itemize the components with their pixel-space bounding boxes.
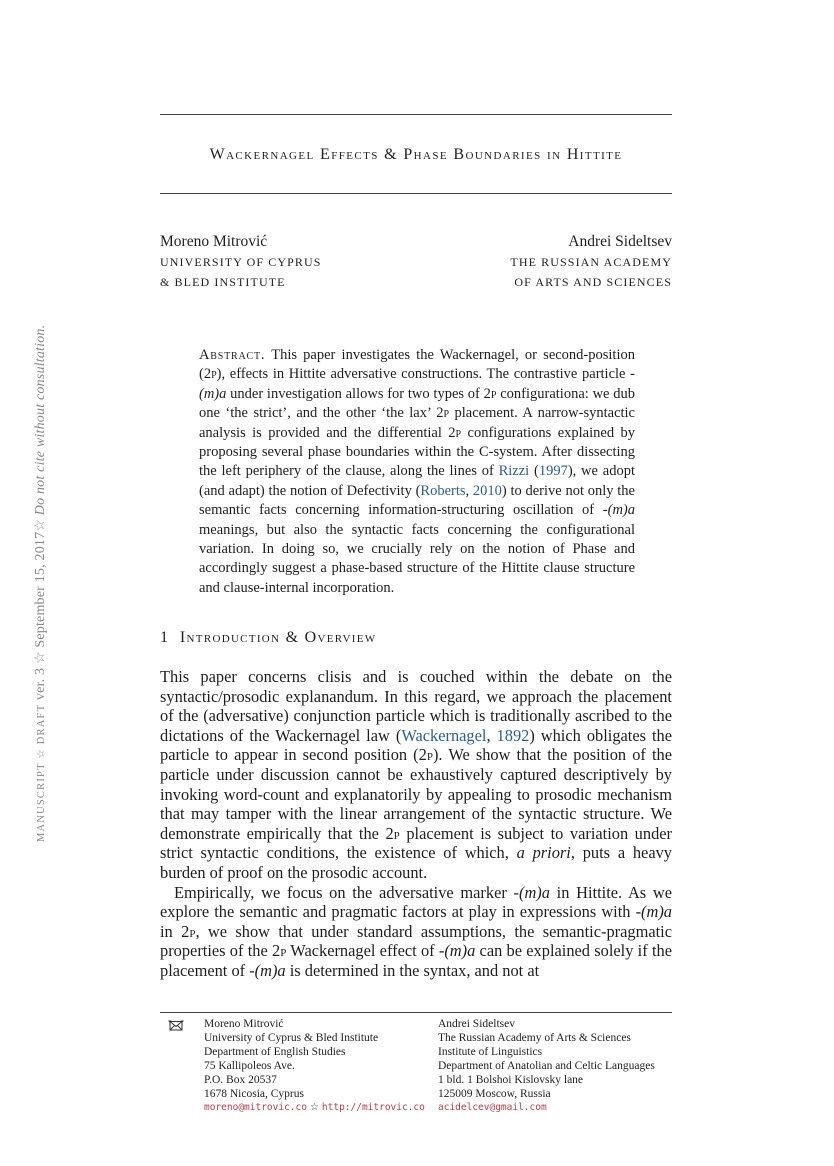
abstract-label: Abstract. xyxy=(199,347,266,363)
abbr-2p: 2p xyxy=(436,405,450,422)
contact-links xyxy=(204,1101,425,1115)
author-affiliation: THE RUSSIAN ACADEMY xyxy=(510,255,672,269)
italic-a-priori: a priori xyxy=(516,843,571,863)
paragraph-text: This paper concerns clisis and is couched within the debate on the syntactic/prosodic explanandum. In this regard, we approach the placement of the (adversative) conjunction particle which is traditionally ascribed to the dictations of the Wackernagel law ( xyxy=(160,667,672,745)
abstract-text: under investigation allows for two types of xyxy=(226,385,484,402)
footnote-contact-1 xyxy=(204,1018,425,1115)
abbr-2p: 2p xyxy=(483,385,497,402)
draft-label: MANUSCRIPT ☆ DRAFT xyxy=(36,703,47,842)
paragraph-text: placement is subject to variation under strict syntactic conditions, the existence of which, xyxy=(160,823,672,863)
abbr-2p: 2p xyxy=(181,921,196,941)
email-link[interactable]: moreno@mitrovic.co xyxy=(204,1102,307,1114)
paragraph-text: ) which obligates the particle to appear in second position ( xyxy=(160,725,673,765)
particle-ma: -(m)a xyxy=(438,941,476,961)
contact-line: 1678 Nicosia, Cyprus xyxy=(204,1087,304,1100)
contact-line: University of Cyprus & Bled Institute xyxy=(204,1031,379,1044)
author-name: Andrei Sideltsev xyxy=(568,233,672,250)
section-number: 1 xyxy=(160,629,170,646)
citation-link-rizzi[interactable]: Rizzi xyxy=(498,463,530,480)
paragraph-text: in Hittite. As we explore the semantic and pragmatic factors at play in expressions with xyxy=(160,882,672,922)
abstract-text: meanings, but also the syntactic facts concerning the configurational variation. In doing so, we crucially rely on the notion of Phase and accordingly suggest a phase-based structure of the Hittite clause structure and clause-internal incorporation. xyxy=(199,521,635,596)
abstract-text: configurationa: we dub one ‘the strict’, and the other ‘the lax’ xyxy=(199,385,635,422)
paragraph-text: can be explained solely if the placement of xyxy=(160,941,672,980)
citation-link-wackernagel[interactable]: Wackernagel xyxy=(401,725,487,745)
draft-margin-note xyxy=(32,282,49,842)
abstract-text: , xyxy=(465,482,473,499)
citation-link-2010[interactable]: 2010 xyxy=(472,482,502,499)
abbr-2p: 2p xyxy=(385,823,400,843)
abstract-text: ), we adopt (and adapt) the notion of Defectivity ( xyxy=(199,463,635,499)
contact-line: 75 Kallipoleos Ave. xyxy=(204,1059,295,1072)
particle-ma: -(m)a xyxy=(513,882,550,902)
author-name: Moreno Mitrović xyxy=(160,233,268,250)
abstract xyxy=(199,346,635,598)
body-text xyxy=(160,667,672,981)
draft-version-date: ver. 3 ☆ September 15, 2017☆ xyxy=(33,515,48,704)
title-rule-top xyxy=(160,114,672,115)
paragraph-text: ). We show that the position of the particle under discussion cannot be exhaustively captured descriptively by invoking word-count and explanatorily by appealing to prosodic mechanism that may tamper with the linear arrangement of the syntactic structure. We demonstrate empirically that the xyxy=(160,745,672,843)
abstract-text: configurations explained by proposing several phase boundaries within the C-system. After dissecting the left periphery of the clause, along the lines of xyxy=(199,424,635,480)
author-block-1 xyxy=(160,232,322,292)
paragraph-text: , we show that under standard assumptions, the semantic-pragmatic properties of the xyxy=(160,921,672,961)
contact-line: Andrei Sideltsev xyxy=(438,1018,515,1030)
abstract-text: This paper investigates the Wackernagel, or second-position ( xyxy=(199,347,635,383)
title-rule-bottom xyxy=(160,193,672,194)
footnote-rule xyxy=(160,1012,672,1013)
paragraph-text: in xyxy=(160,921,182,941)
particle-ma: -(m)a xyxy=(635,902,672,922)
section-title: Introduction & Overview xyxy=(179,629,377,646)
contact-line: P.O. Box 20537 xyxy=(204,1073,277,1086)
paragraph-text: Wackernagel effect of xyxy=(286,941,439,961)
paragraph xyxy=(160,883,672,981)
section-heading xyxy=(160,629,376,647)
author-affiliation: & BLED INSTITUTE xyxy=(160,275,286,289)
contact-line: Department of Anatolian and Celtic Languages xyxy=(438,1059,655,1072)
abbr-2p: 2p xyxy=(448,424,462,441)
abstract-text: ), effects in Hittite adversative constructions. The contrastive particle xyxy=(216,366,631,383)
contact-links xyxy=(438,1101,655,1115)
paragraph-text: Empirically, we focus on the adversative marker xyxy=(174,882,514,902)
paragraph xyxy=(160,667,672,883)
citation-link-1997[interactable]: 1997 xyxy=(538,463,568,480)
contact-line: 125009 Moscow, Russia xyxy=(438,1087,551,1100)
particle-ma: -(m)a xyxy=(602,502,635,519)
contact-line: 1 bld. 1 Bolshoi Kislovsky lane xyxy=(438,1073,584,1086)
particle-ma: -(m)a xyxy=(249,960,286,980)
website-link[interactable]: http://mitrovic.co xyxy=(321,1102,425,1114)
contact-line: Institute of Linguistics xyxy=(438,1045,543,1058)
footnote-contact-2 xyxy=(438,1018,655,1115)
paper-title: Wackernagel Effects & Phase Boundaries in Hittite xyxy=(209,146,623,163)
mail-icon xyxy=(168,1020,184,1031)
citation-link-1892[interactable]: 1892 xyxy=(496,725,530,745)
email-link[interactable]: acidelcev@gmail.com xyxy=(438,1102,547,1114)
abstract-text: ) to derive not only the semantic facts concerning information-structuring oscillation of xyxy=(199,482,635,519)
star-separator: ☆ xyxy=(309,1102,319,1114)
contact-line: Moreno Mitrović xyxy=(204,1018,284,1030)
paragraph-text: , puts a heavy burden of proof on the prosodic account. xyxy=(160,843,672,882)
abstract-text: ( xyxy=(529,463,539,480)
paragraph-text: , xyxy=(486,725,497,745)
contact-line: Department of English Studies xyxy=(204,1045,346,1058)
contact-line: The Russian Academy of Arts & Sciences xyxy=(438,1031,631,1044)
author-affiliation: UNIVERSITY OF CYPRUS xyxy=(160,255,322,269)
author-affiliation: OF ARTS AND SCIENCES xyxy=(514,275,672,289)
draft-warning: Do not cite without consultation. xyxy=(33,324,48,516)
abbr-2p: 2p xyxy=(418,745,433,765)
abbr-2p: 2p xyxy=(272,941,287,961)
particle-ma: -(m)a xyxy=(199,366,635,402)
abbr-2p: 2p xyxy=(203,366,217,383)
abstract-text: placement. A narrow-syntactic analysis is provided and the differential xyxy=(199,405,635,441)
paragraph-text: is determined in the syntax, and not at xyxy=(285,960,540,980)
author-block-2 xyxy=(510,232,672,292)
citation-link-roberts[interactable]: Roberts xyxy=(420,482,466,499)
